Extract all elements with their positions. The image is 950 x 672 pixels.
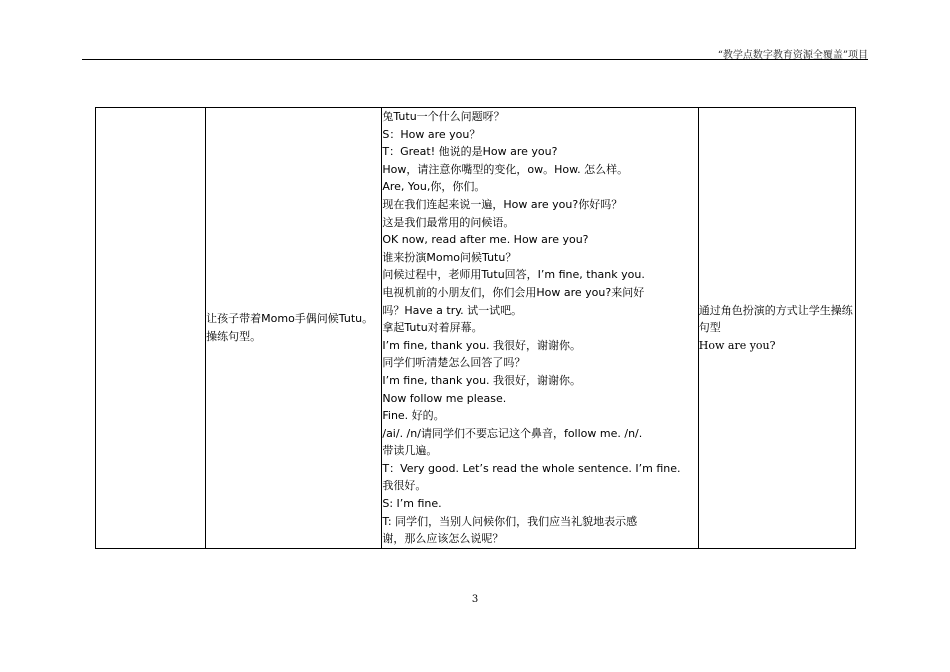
process-line: T：Great! 他说的是How are you? [382, 145, 558, 159]
process-line: 现在我们连起来说一遍，How are you?你好吗？ [382, 197, 623, 211]
process-line: 我很好。 [382, 479, 427, 493]
table-cell-empty [96, 108, 206, 549]
process-line: /ai/. /n/请同学们不要忘记这个鼻音，follow me. /n/. [382, 426, 643, 440]
process-line: How，请注意你嘴型的变化，ow。How. 怎么样。 [382, 162, 629, 176]
process-line: 兔Tutu一个什么问题呀？ [382, 110, 505, 123]
process-line: I’m fine, thank you. 我很好，谢谢你。 [382, 338, 582, 352]
header-divider [82, 59, 868, 60]
process-line: T: 同学们，当别人问候你们，我们应当礼貌地表示感 [382, 514, 638, 528]
process-line: S：How are you？ [382, 127, 481, 141]
process-line: 谢，那么应该怎么说呢？ [382, 532, 504, 546]
table-cell-purpose [698, 108, 855, 549]
process-line: 带读几遍。 [382, 444, 438, 458]
process-line: S: I’m fine. [382, 497, 442, 511]
activity-text: 让孩子带着Momo手偶问候Tutu。操练句型。 [206, 312, 374, 343]
process-line: Fine. 好的。 [382, 409, 445, 423]
lesson-plan-table [95, 107, 856, 549]
table-cell-activity [206, 108, 382, 549]
process-line: 吗？Have a try. 试一试吧。 [382, 303, 523, 317]
process-line: 电视机前的小朋友们，你们会用How are you?来问好 [382, 285, 645, 299]
purpose-example: How are you? [698, 338, 776, 352]
process-line: Are, You,你，你们。 [382, 180, 486, 194]
process-line: I’m fine, thank you. 我很好，谢谢你。 [382, 373, 582, 387]
process-line: 拿起Tutu对着屏幕。 [382, 321, 483, 335]
header-project-title: “教学点数字教育资源全覆盖”项目 [717, 50, 868, 61]
process-line: 这是我们最常用的问候语。 [382, 215, 515, 229]
table-row [96, 108, 856, 549]
page-number: 3 [471, 594, 479, 605]
process-line: Now follow me please. [382, 391, 507, 405]
process-line: 问候过程中，老师用Tutu回答，I’m fine, thank you. [382, 268, 645, 282]
process-line: 谁来扮演Momo问候Tutu？ [382, 250, 517, 264]
purpose-text: 通过角色扮演的方式让学生操练句型 [698, 303, 853, 335]
process-line: T：Very good. Let’s read the whole sentence. I’m fine. [382, 461, 681, 475]
table-cell-process [382, 108, 698, 549]
process-line: OK now, read after me. How are you? [382, 233, 589, 247]
process-line: 同学们听清楚怎么回答了吗？ [382, 356, 526, 370]
